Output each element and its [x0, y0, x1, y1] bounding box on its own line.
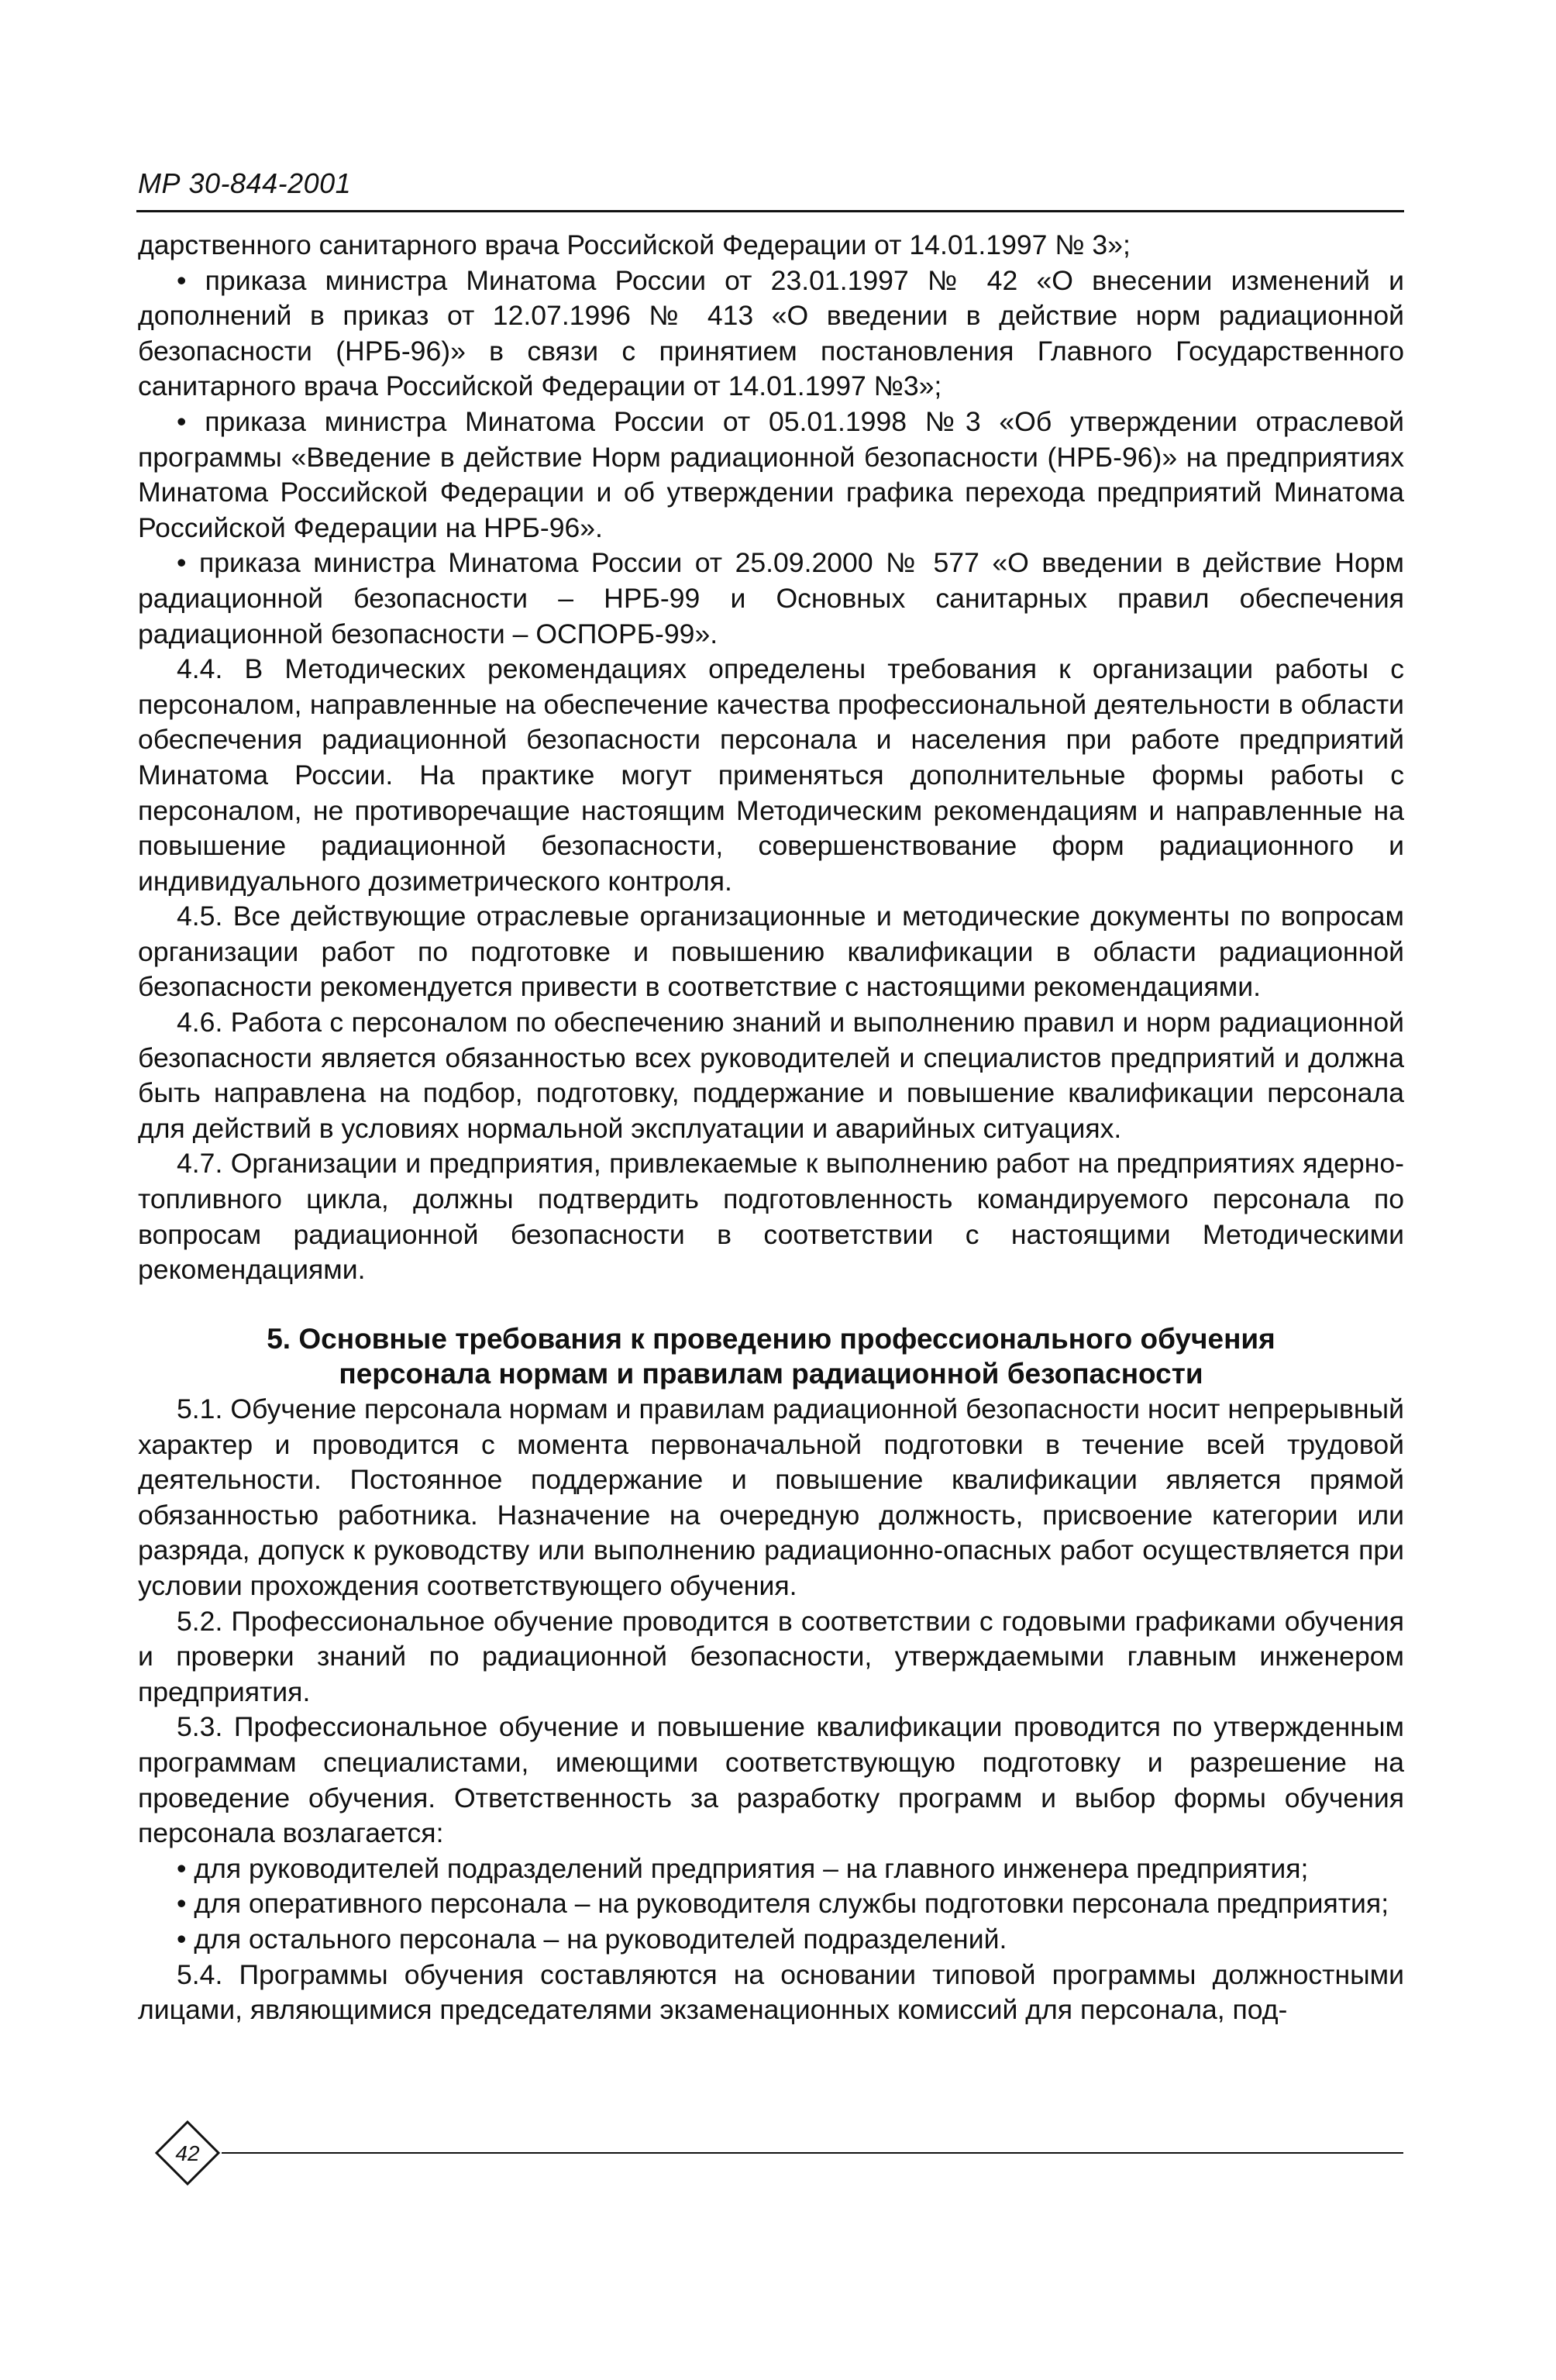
list-item-managers: • для руководителей подразделений предприятия – на главного инженера предприятия;: [177, 1852, 1309, 1884]
list-item-operational-staff: • для оперативного персонала – на руководителя службы подготовки персонала предприятия;: [177, 1888, 1389, 1920]
paragraph-5-3: 5.3. Профессиональное обучение и повышение квалификации проводится по утвержденным программам специалистами, имеющими соответствующую подготовку и разрешение на проведение обучения. Ответственность за разработку программ и выбор формы обучения персонала возлагается:: [138, 1711, 1404, 1849]
paragraph-4-6: 4.6. Работа с персоналом по обеспечению знаний и выполнению правил и норм радиационной безопасности является обязанностью всех руководителей и специалистов предприятий и должна быть направлена на подбор, подготовку, поддержание и повышение квалификации персонала для действий в условиях нормальной эксплуатации и аварийных ситуациях.: [138, 1007, 1404, 1144]
list-item-other-staff: • для остального персонала – на руководителей подразделений.: [177, 1923, 1007, 1955]
page-number-badge: [154, 2120, 221, 2186]
paragraph-continuation: дарственного санитарного врача Российской Федерации от 14.01.1997 № 3»;: [138, 229, 1131, 260]
paragraph-4-5: 4.5. Все действующие отраслевые организационные и методические документы по вопросам организации работ по подготовке и повышению квалификации в области радиационной безопасности рекомендуется привести в соответствие с настоящими рекомендациями.: [138, 901, 1404, 1003]
paragraph-4-7: 4.7. Организации и предприятия, привлекаемые к выполнению работ на предприятиях ядерно-топливного цикла, должны подтвердить подготовленность командируемого персонала по вопросам радиационной безопасности в соответствии с настоящими Методическими рекомендациями.: [138, 1148, 1404, 1286]
list-item-order-577: • приказа министра Минатома России от 25.09.2000 № 577 «О введении в действие Норм радиационной безопасности – НРБ-99 и Основных санитарных правил обеспечения радиационной безопасности – ОСПОРБ-99».: [138, 547, 1404, 649]
footer-rule: [222, 2152, 1403, 2154]
paragraph-5-2: 5.2. Профессиональное обучение проводится в соответствии с годовыми графиками обучения и проверки знаний по радиационной безопасности, утверждаемыми главным инженером предприятия.: [138, 1605, 1404, 1707]
paragraph-5-4: 5.4. Программы обучения составляются на основании типовой программы должностными лицами, являющимися председателями экзаменационных комиссий для персонала, под-: [138, 1958, 1404, 2026]
section-5-heading-line-1: 5. Основные требования к проведению профессионального обучения: [267, 1322, 1275, 1355]
page-body: [138, 228, 1404, 2028]
header-rule: [136, 210, 1404, 212]
paragraph-5-1: 5.1. Обучение персонала нормам и правилам радиационной безопасности носит непрерывный характер и проводится с момента первоначальной подготовки в течение всей трудовой деятельности. Постоянное поддержание и повышение квалификации является прямой обязанностью работника. Назначение на очередную должность, присвоение категории или разряда, допуск к руководству или выполнению радиационно-опасных работ осуществляется при условии прохождения соответствующего обучения.: [138, 1393, 1404, 1601]
paragraph-4-4: 4.4. В Методических рекомендациях определены требования к организации работы с персоналом, направленные на обеспечение качества профессиональной деятельности в области обеспечения радиационной безопасности персонала и населения при работе предприятий Минатома России. На практике могут применяться дополнительные формы работы с персоналом, не противоречащие настоящим Методическим рекомендациям и направленные на повышение радиационной безопасности, совершенствование форм радиационного и индивидуального дозиметрического контроля.: [138, 653, 1404, 897]
section-5-heading: [138, 1321, 1404, 1392]
page-number: 42: [175, 2141, 200, 2165]
section-5-heading-line-2: персонала нормам и правилам радиационной безопасности: [339, 1358, 1203, 1390]
list-item-order-3: • приказа министра Минатома России от 05.01.1998 №3 «Об утверждении отраслевой программы «Введение в действие Норм радиационной безопасности (НРБ-96)» на предприятиях Минатома Российской Федерации и об утверждении графика перехода предприятий Минатома Российской Федерации на НРБ-96».: [138, 405, 1404, 543]
list-item-order-42: • приказа министра Минатома России от 23.01.1997 № 42 «О внесении изменений и дополнений в приказ от 12.07.1996 № 413 «О введении в действие норм радиационной безопасности (НРБ-96)» в связи с принятием постановления Главного Государственного санитарного врача Российской Федерации от 14.01.1997 №3»;: [138, 264, 1404, 402]
document-code: МР 30-844-2001: [138, 167, 352, 199]
